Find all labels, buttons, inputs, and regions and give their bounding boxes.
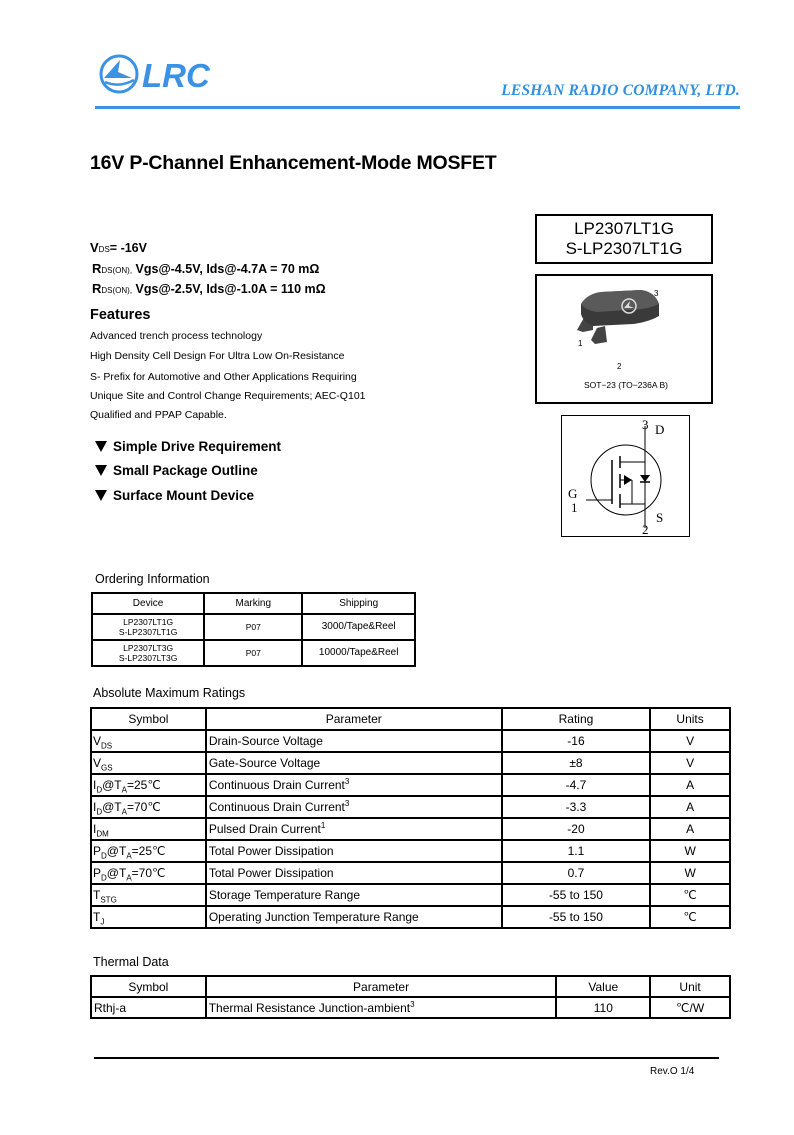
table-row [91, 730, 730, 752]
triangle-bullet-icon [95, 441, 107, 452]
pin-label: 1 [578, 339, 583, 348]
spec-rds-on-2: RDS(ON), Vgs@-2.5V, Ids@-1.0A = 110 mΩ [92, 281, 326, 296]
part-number: LP2307LT1G [574, 219, 674, 238]
shipping-cell: 3000/Tape&Reel [302, 614, 415, 640]
column-header: Device [92, 593, 204, 614]
symbol-cell: $I_{DM}$ [91, 818, 206, 840]
rating-cell: ±8 [502, 752, 650, 774]
revision-page-number: Rev.O 1/4 [650, 1066, 695, 1077]
feature-line: Qualified and PPAP Capable. [90, 409, 227, 421]
column-header: Symbol [91, 708, 206, 730]
column-header: Parameter [206, 976, 557, 997]
symbol-cell: $I_D@T_A=70℃$ [91, 796, 206, 818]
device-cell: LP2307LT3G S-LP2307LT3G [92, 640, 204, 666]
feature-line: Unique Site and Control Change Requirements; AEC-Q101 [90, 390, 366, 402]
ordering-table [91, 592, 416, 667]
mosfet-schematic [561, 415, 690, 537]
parameter-cell: Pulsed Drain Current$^1$ [206, 818, 502, 840]
drain-pin-number: 3 [642, 417, 649, 432]
thermal-data-label: Thermal Data [93, 955, 169, 969]
column-header: Unit [650, 976, 730, 997]
unit-cell: ℃ [650, 884, 730, 906]
drain-label: D [655, 422, 665, 437]
parameter-cell: Thermal Resistance Junction-ambient$^3$ [206, 997, 557, 1018]
unit-cell: A [650, 774, 730, 796]
symbol-cell: $V_{GS}$ [91, 752, 206, 774]
gate-pin-number: 1 [571, 500, 578, 515]
logo-text: LRC [142, 57, 210, 94]
ordering-info-label: Ordering Information [95, 572, 210, 586]
p-channel-mosfet-icon [562, 416, 689, 536]
unit-cell: ℃ [650, 906, 730, 928]
absolute-ratings-label: Absolute Maximum Ratings [93, 686, 246, 700]
parameter-cell: Drain-Source Voltage [206, 730, 502, 752]
marking-cell: P07 [204, 614, 302, 640]
symbol-cell: $T_{STG}$ [91, 884, 206, 906]
symbol-cell: $P_D@T_A=70℃$ [91, 862, 206, 884]
triangle-bullet-icon [95, 465, 107, 476]
table-row [91, 997, 730, 1018]
package-image-box [535, 274, 713, 404]
unit-cell: V [650, 752, 730, 774]
rating-cell: 1.1 [502, 840, 650, 862]
source-pin-number: 2 [642, 522, 649, 537]
symbol-cell: $I_D@T_A=25℃$ [91, 774, 206, 796]
rating-cell: -3.3 [502, 796, 650, 818]
table-row [91, 906, 730, 928]
rating-cell: -4.7 [502, 774, 650, 796]
features-heading: Features [90, 307, 151, 323]
symbol-cell: $P_D@T_A=25℃$ [91, 840, 206, 862]
unit-cell: A [650, 818, 730, 840]
column-header: Rating [502, 708, 650, 730]
rating-cell: -20 [502, 818, 650, 840]
column-header: Units [650, 708, 730, 730]
table-row [92, 640, 415, 666]
company-logo [98, 52, 238, 98]
symbol-cell: $T_J$ [91, 906, 206, 928]
table-header-row [91, 708, 730, 730]
rating-cell: -16 [502, 730, 650, 752]
unit-cell: ℃/W [650, 997, 730, 1018]
source-label: S [656, 510, 664, 525]
value-cell: 110 [556, 997, 650, 1018]
unit-cell: A [650, 796, 730, 818]
pin-label: 3 [654, 289, 659, 298]
marking-cell: P07 [204, 640, 302, 666]
rating-cell: 0.7 [502, 862, 650, 884]
rating-cell: -55 to 150 [502, 906, 650, 928]
bullet-item: Small Package Outline [95, 463, 258, 478]
absolute-ratings-table [90, 707, 731, 929]
pin-label: 2 [617, 362, 622, 371]
column-header: Shipping [302, 593, 415, 614]
bullet-item: Surface Mount Device [95, 488, 254, 503]
table-row [91, 774, 730, 796]
table-row [91, 796, 730, 818]
table-header-row [92, 593, 415, 614]
shipping-cell: 10000/Tape&Reel [302, 640, 415, 666]
triangle-bullet-icon [95, 490, 107, 501]
parameter-cell: Gate-Source Voltage [206, 752, 502, 774]
table-header-row [91, 976, 730, 997]
table-row [91, 884, 730, 906]
unit-cell: V [650, 730, 730, 752]
table-row [91, 818, 730, 840]
table-row [91, 840, 730, 862]
spec-vds: VDS= -16V [90, 240, 147, 255]
part-number: S-LP2307LT1G [565, 239, 683, 258]
package-label: SOT−23 (TO−236A B) [584, 380, 668, 390]
parameter-cell: Storage Temperature Range [206, 884, 502, 906]
thermal-data-table [90, 975, 731, 1019]
feature-line: High Density Cell Design For Ultra Low On-Resistance [90, 350, 345, 362]
column-header: Parameter [206, 708, 502, 730]
table-row [92, 614, 415, 640]
feature-line: S- Prefix for Automotive and Other Applications Requiring [90, 371, 357, 383]
table-row [91, 752, 730, 774]
unit-cell: W [650, 862, 730, 884]
column-header: Marking [204, 593, 302, 614]
rating-cell: -55 to 150 [502, 884, 650, 906]
spec-rds-on-1: RDS(ON), Vgs@-4.5V, Ids@-4.7A = 70 mΩ [92, 261, 320, 276]
symbol-cell: Rthj-a [91, 997, 206, 1018]
document-title: 16V P-Channel Enhancement-Mode MOSFET [90, 152, 497, 174]
lrc-logo-icon [98, 52, 238, 98]
parameter-cell: Continuous Drain Current$^3$ [206, 774, 502, 796]
parameter-cell: Continuous Drain Current$^3$ [206, 796, 502, 818]
device-cell: LP2307LT1G S-LP2307LT1G [92, 614, 204, 640]
parameter-cell: Operating Junction Temperature Range [206, 906, 502, 928]
unit-cell: W [650, 840, 730, 862]
column-header: Value [556, 976, 650, 997]
part-number-box [535, 214, 713, 264]
footer-divider [94, 1057, 719, 1059]
company-name: LESHAN RADIO COMPANY, LTD. [501, 82, 740, 99]
table-row [91, 862, 730, 884]
feature-line: Advanced trench process technology [90, 330, 263, 342]
bullet-item: Simple Drive Requirement [95, 439, 281, 454]
gate-label: G [568, 486, 578, 501]
parameter-cell: Total Power Dissipation [206, 840, 502, 862]
parameter-cell: Total Power Dissipation [206, 862, 502, 884]
column-header: Symbol [91, 976, 206, 997]
symbol-cell: $V_{DS}$ [91, 730, 206, 752]
header-divider [95, 106, 740, 109]
